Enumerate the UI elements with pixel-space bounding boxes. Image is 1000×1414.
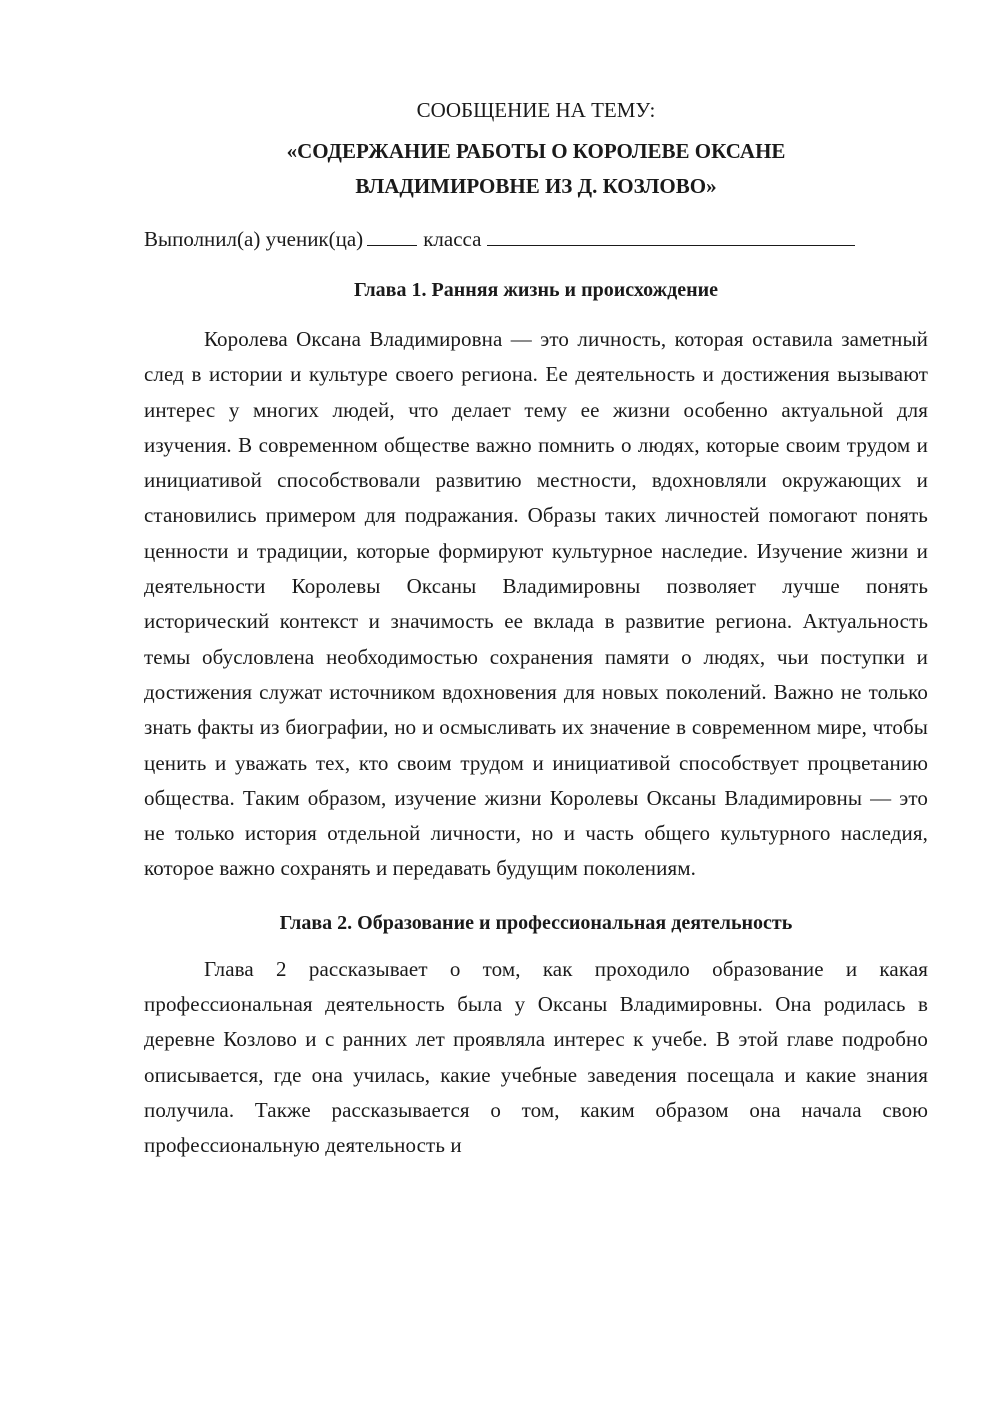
document-title-line-2: ВЛАДИМИРОВНЕ ИЗ Д. КОЗЛОВО»: [355, 174, 717, 198]
document-content: [144, 94, 928, 1164]
document-title-line-1: «СОДЕРЖАНИЕ РАБОТЫ О КОРОЛЕВЕ ОКСАНЕ: [286, 139, 786, 163]
class-label: класса: [423, 227, 482, 251]
chapter-2-title: Глава 2. Образование и профессиональная деятельность: [279, 911, 793, 934]
chapter-1-title: Глава 1. Ранняя жизнь и происхождение: [353, 279, 719, 301]
chapter-1-text: Королева Оксана Владимировна — это личность, которая оставила заметный след в истории и культуре своего региона. Ее деятельность и достижения вызывают интерес у многих людей, что делает тему ее жизни особенно актуальной для изучения. В современном обществе важно помнить о людях, которые своим трудом и инициативой способствовали развитию местности, вдохновляли окружающих и становились примером для подражания. Образы таких личностей помогают понять ценности и традиции, которые формируют культурное наследие. Изучение жизни и деятельности Королевы Оксаны Владимировны позволяет лучше понять исторический контекст и значимость ее вклада в развитие региона. Актуальность темы обусловлена необходимостью сохранения памяти о людях, чьи поступки и достижения служат источником вдохновения для новых поколений. Важно не только знать факты из биографии, но и осмысливать их значение в современном мире, чтобы ценить и уважать тех, кто своим трудом и инициативой способствует процветанию общества. Таким образом, изучение жизни Королевы Оксаны Владимировны — это не только история отдельной личности, но и часть общего культурного наследия, которое важно сохранять и передавать будущим поколениям.: [144, 327, 928, 881]
chapter-2-text: Глава 2 рассказывает о том, как проходило образование и какая профессиональная деятельность была у Оксаны Владимировны. Она родилась в деревне Козлово и с ранних лет проявляла интерес к учебе. В этой главе подробно описывается, где она училась, какие учебные заведения посещала и какие знания получила. Также рассказывается о том, каким образом она начала свою профессиональную деятельность и: [144, 956, 928, 1158]
performer-label: Выполнил(а) ученик(ца): [144, 227, 364, 251]
grade-blank: [367, 225, 417, 246]
document-title: [144, 134, 928, 204]
name-blank: [487, 225, 855, 246]
document-heading: СООБЩЕНИЕ НА ТЕМУ:: [416, 98, 656, 122]
performer-line: [144, 223, 928, 255]
